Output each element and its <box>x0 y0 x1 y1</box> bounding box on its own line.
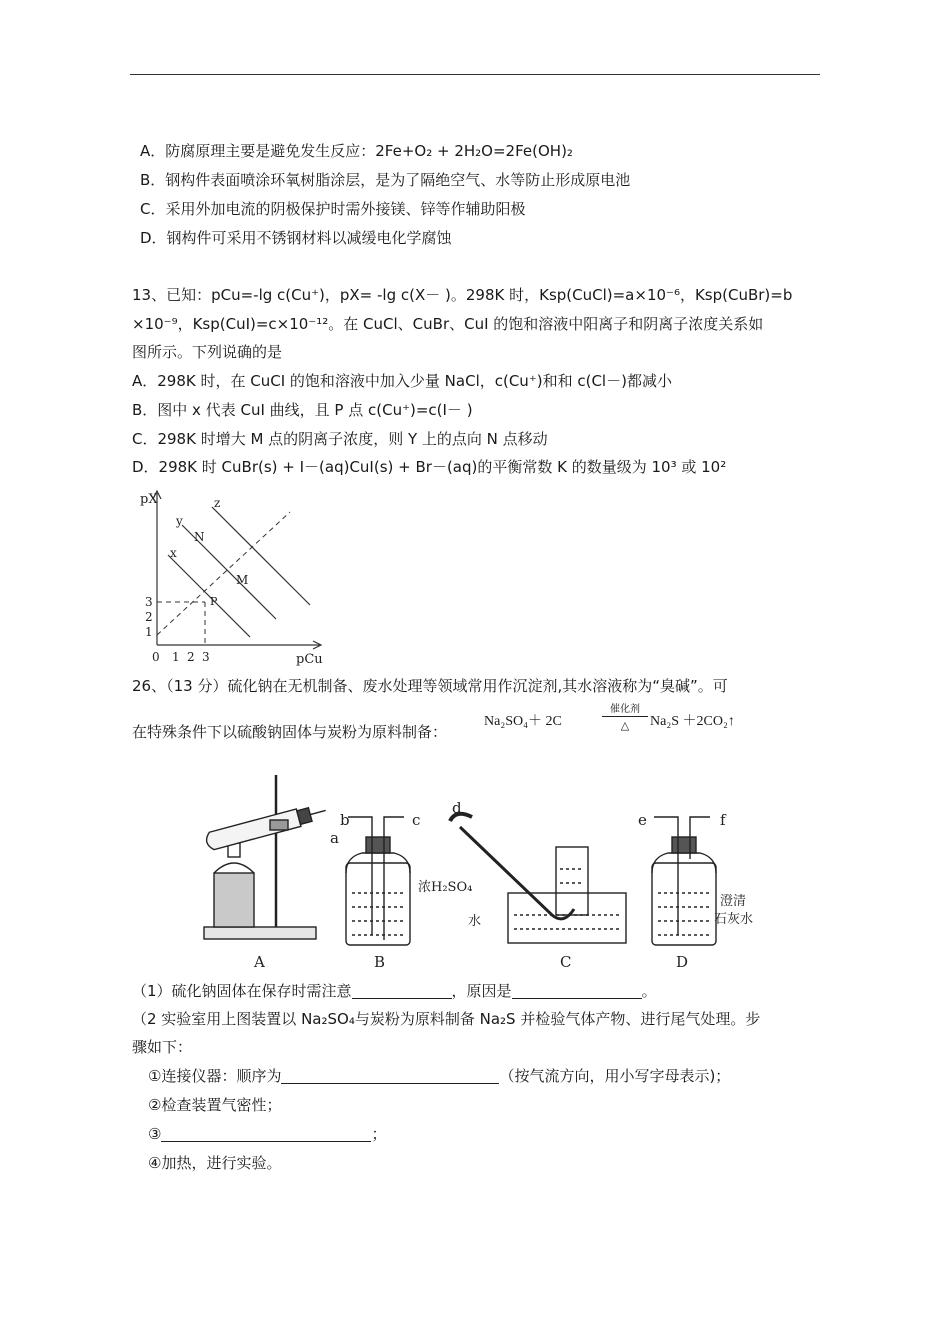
reaction-equation <box>484 700 784 742</box>
bottle-d-stopper <box>672 837 696 853</box>
x-tick-2: 2 <box>187 650 195 664</box>
q13-graph <box>130 485 330 670</box>
q26-part1-blank-2[interactable] <box>512 982 642 999</box>
caption-d: D <box>676 953 689 971</box>
q12-option-a: A．防腐原理主要是避免发生反应：2Fe+O₂ + 2H₂O=2Fe(OH)₂ <box>140 142 573 160</box>
bottle-d <box>652 863 716 945</box>
tube-b-in <box>348 817 372 935</box>
q12-option-b: B．钢构件表面喷涂环氧树脂涂层，是为了隔绝空气、水等防止形成原电池 <box>140 171 631 189</box>
q26-step1-text-a: ①连接仪器：顺序为 <box>148 1067 282 1085</box>
reagent-b-label: 浓H₂SO₄ <box>418 880 473 895</box>
port-e-label: e <box>638 811 647 829</box>
delivery-tube-d <box>460 827 574 919</box>
q13-option-a: A．298K 时，在 CuCI 的饱和溶液中加入少量 NaCl，c(Cu⁺)和和 c(Cl－)都减小 <box>132 372 672 390</box>
caption-a: A <box>254 953 265 971</box>
equation-arrow-line <box>602 716 648 717</box>
stand-base <box>204 927 316 939</box>
q13-option-c: C．298K 时增大 M 点的阴离子浓度，则 Y 上的点向 N 点移动 <box>132 430 548 448</box>
q26-step2: ②检查装置气密性； <box>148 1096 282 1114</box>
port-d-label: d <box>452 799 462 817</box>
curve-x-label: x <box>170 546 177 560</box>
reagent-d-label-2: 石灰水 <box>714 912 754 927</box>
curve-z-label: z <box>214 496 221 510</box>
q26-part1-text-c: 。 <box>641 982 657 1000</box>
q26-step1 <box>148 1066 730 1086</box>
point-p-label: P <box>210 595 218 608</box>
q26-step3-text-b: ； <box>371 1125 387 1143</box>
curve-z-line <box>212 507 310 605</box>
bottle-b-stopper <box>366 837 390 853</box>
x-tick-3: 3 <box>202 650 210 664</box>
port-f-label: f <box>720 811 726 829</box>
curve-x-line <box>168 555 250 637</box>
q26-part1 <box>132 981 657 1001</box>
q26-step3-text-a: ③ <box>148 1125 162 1143</box>
caption-c: C <box>560 953 572 971</box>
header-rule <box>130 74 820 75</box>
y-tick-3: 3 <box>145 595 153 609</box>
q26-part1-text-a: （1）硫化钠固体在保存时需注意 <box>132 982 352 1000</box>
q26-step1-text-b: （按气流方向，用小写字母表示)； <box>499 1067 731 1085</box>
clamp <box>270 820 288 830</box>
bottle-b <box>346 863 410 945</box>
q12-option-c: C．采用外加电流的阴极保护时需外接镁、锌等作辅助阳极 <box>140 200 526 218</box>
q13-stem-line2: ×10⁻⁹，Ksp(CuI)=c×10⁻¹²。在 CuCl、CuBr、CuI 的饱和溶液中阳离子和阴离子浓度关系如 <box>132 315 764 333</box>
origin-label: 0 <box>152 650 160 664</box>
q26-part1-text-b: ，原因是 <box>451 982 512 1000</box>
equation-heat: △ <box>620 720 630 732</box>
equation-products: Na₂S ＋2CO₂↑ <box>650 714 735 729</box>
equal-conc-dashed-line <box>157 512 290 635</box>
tube-d-in <box>654 817 678 935</box>
q13-option-d: D．298K 时 CuBr(s) + I－(aq)CuI(s) + Br－(aq)的平衡常数 K 的数量级为 10³ 或 10² <box>132 458 727 476</box>
reagent-c-label: 水 <box>468 914 482 929</box>
caption-b: B <box>374 953 386 971</box>
inverted-collector <box>556 847 588 915</box>
q26-step1-blank[interactable] <box>281 1067 499 1084</box>
port-c-label: c <box>412 811 421 829</box>
equation-catalyst: 催化剂 <box>610 704 640 715</box>
point-n-label: N <box>194 530 205 544</box>
port-b-label: b <box>340 811 350 829</box>
y-tick-2: 2 <box>145 610 153 624</box>
q26-intro-line2: 在特殊条件下以硫酸钠固体与炭粉为原料制备： <box>132 723 448 741</box>
q26-intro-line1: 26、（13 分）硫化钠在无机制备、废水处理等领域常用作沉淀剂,其水溶液称为“臭碱”。可 <box>132 677 728 695</box>
q12-option-d: D．钢构件可采用不锈钢材料以减缓电化学腐蚀 <box>140 229 452 247</box>
port-a-label: a <box>330 829 339 847</box>
y-axis-label: pX <box>140 492 158 507</box>
alcohol-burner <box>214 873 254 927</box>
q13-stem-line3: 图所示。下列说确的是 <box>132 343 283 361</box>
q13-option-b: B．图中 x 代表 CuI 曲线，且 P 点 c(Cu⁺)=c(I－ ) <box>132 401 473 419</box>
point-m-label: M <box>236 573 249 587</box>
q13-stem-line1: 13、已知：pCu=-lg c(Cu⁺)，pX= -lg c(X－ )。298K 时，Ksp(CuCl)=a×10⁻⁶，Ksp(CuBr)=b <box>132 286 793 304</box>
burner-neck <box>214 863 254 873</box>
q26-step3-blank[interactable] <box>161 1125 371 1142</box>
curve-y-label: y <box>176 514 183 528</box>
q26-step4: ④加热，进行实验。 <box>148 1154 282 1172</box>
q26-part1-blank-1[interactable] <box>352 982 452 999</box>
reagent-d-label-1: 澄清 <box>720 894 747 909</box>
x-tick-1: 1 <box>172 650 180 664</box>
q26-part2-line1: （2 实验室用上图装置以 Na₂SO₄与炭粉为原料制备 Na₂S 并检验气体产物、进行尾气处理。步 <box>132 1010 761 1028</box>
test-tube <box>205 802 328 851</box>
q26-step3 <box>148 1124 386 1144</box>
x-axis-label: pCu <box>296 652 323 667</box>
y-tick-1: 1 <box>145 625 153 639</box>
equation-reactants: Na₂SO₄＋ 2C <box>484 714 562 729</box>
apparatus-figure <box>180 765 780 975</box>
q26-part2-line2: 骤如下： <box>132 1038 193 1056</box>
